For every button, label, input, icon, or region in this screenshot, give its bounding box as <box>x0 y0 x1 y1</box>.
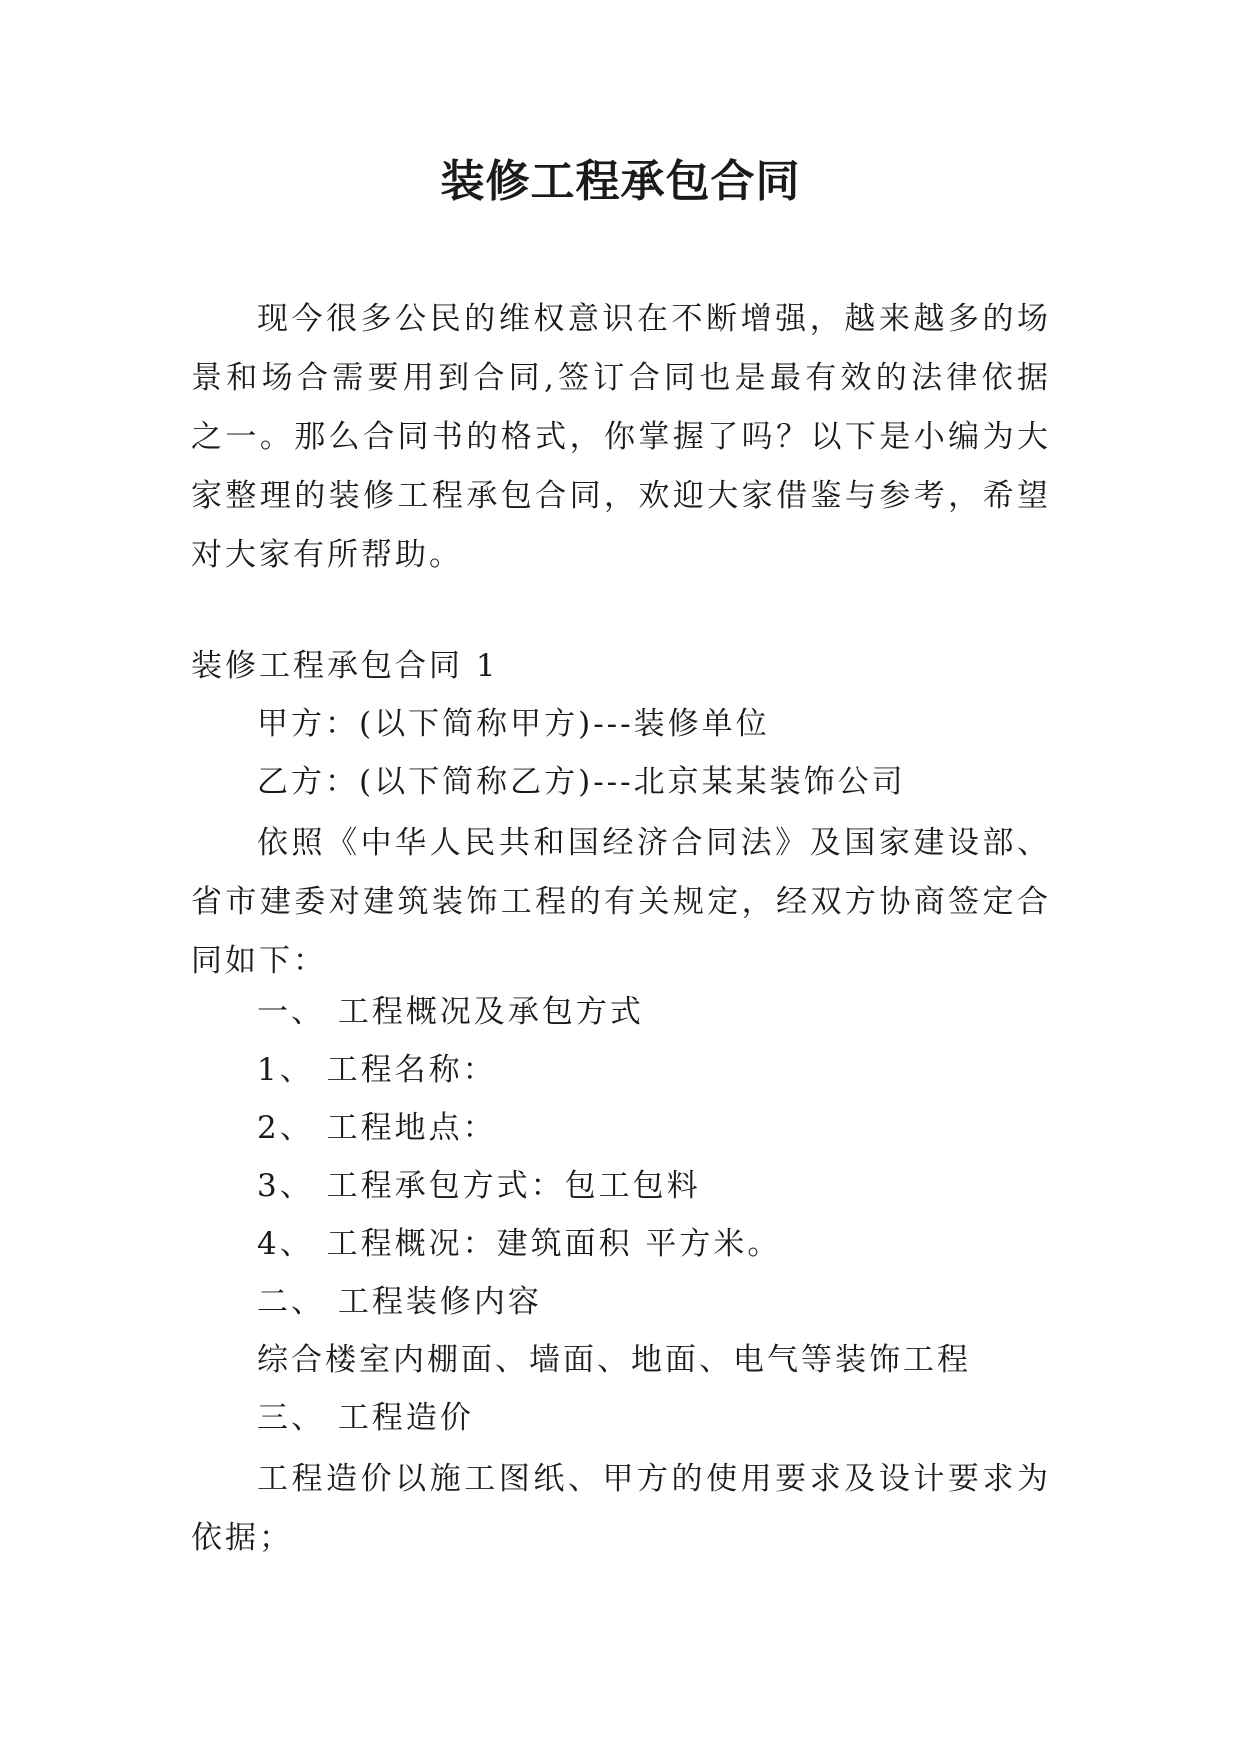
contract-heading: 装修工程承包合同 1 <box>191 648 499 684</box>
intro-paragraph: 现今很多公民的维权意识在不断增强，越来越多的场景和场合需要用到合同,签订合同也是最有效的法律依据之一。那么合同书的格式，你掌握了吗？以下是小编为大家整理的装修工程承包合同，欢迎大家借鉴与参考，希望对大家有所帮助。 <box>191 301 1051 573</box>
project-location-item: 2、 工程地点： <box>257 1110 497 1146</box>
document-title: 装修工程承包合同 <box>440 156 801 207</box>
contract-method-item: 3、 工程承包方式：包工包料 <box>257 1168 701 1204</box>
section-3-body: 工程造价以施工图纸、甲方的使用要求及设计要求为依据； <box>191 1461 1051 1556</box>
party-b-line: 乙方：(以下简称乙方)---北京某某装饰公司 <box>257 764 906 800</box>
project-name-item: 1、 工程名称： <box>257 1052 497 1088</box>
contract-basis-paragraph: 依照《中华人民共和国经济合同法》及国家建设部、省市建委对建筑装饰工程的有关规定，经双方协商签定合同如下： <box>191 825 1051 979</box>
section-1-heading: 一、 工程概况及承包方式 <box>257 994 644 1030</box>
section-3-heading: 三、 工程造价 <box>257 1400 474 1436</box>
project-overview-item: 4、 工程概况：建筑面积 平方米。 <box>257 1226 782 1262</box>
section-2-body: 综合楼室内棚面、墙面、地面、电气等装饰工程 <box>257 1342 971 1378</box>
section-2-heading: 二、 工程装修内容 <box>257 1284 542 1320</box>
party-a-line: 甲方：(以下简称甲方)---装修单位 <box>257 706 770 742</box>
